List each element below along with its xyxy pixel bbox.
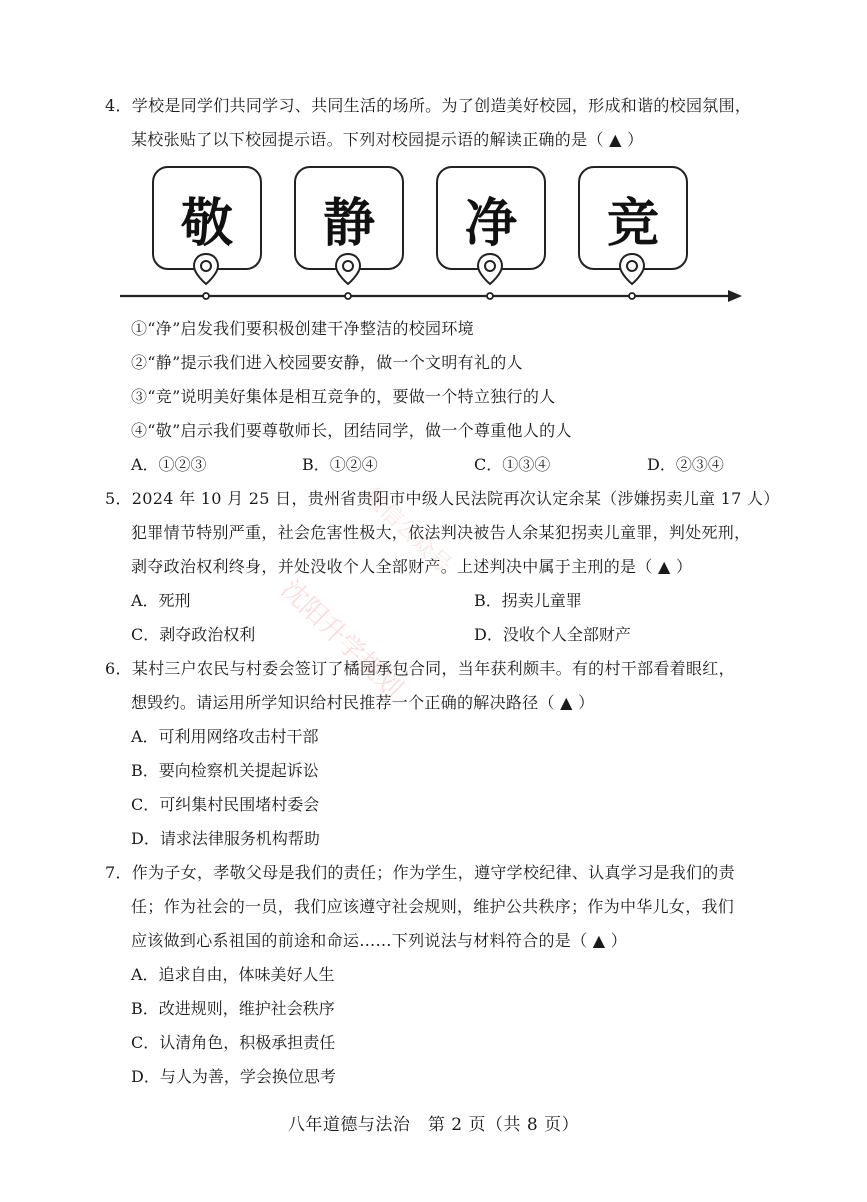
card-clean-char: 净 bbox=[464, 193, 517, 254]
watermark-secondary: 微信公众号 bbox=[359, 483, 456, 579]
q4-option-c: C．①③④ bbox=[474, 455, 551, 474]
q6-stem-line-2: 想毁约。请运用所学知识给村民推荐一个正确的解决路径（ ▲ ） bbox=[131, 693, 595, 712]
q4-statement-4: ④“敬”启示我们要尊敬师长，团结同学，做一个尊重他人的人 bbox=[131, 421, 572, 440]
q6-option-a: A．可利用网络攻击村干部 bbox=[131, 727, 319, 746]
q4-option-a: A．①②③ bbox=[131, 455, 207, 474]
q6-option-c: C．可纠集村民围堵村委会 bbox=[131, 795, 320, 814]
q5-stem-line-2: 犯罪情节特别严重，社会危害性极大，依法判决被告人余某犯拐卖儿童罪，判处死刑， bbox=[131, 523, 751, 542]
location-pin-icon bbox=[192, 252, 220, 300]
q5-option-d: D．没收个人全部财产 bbox=[474, 625, 631, 644]
q7-option-b: B．改进规则，维护社会秩序 bbox=[131, 999, 335, 1018]
card-respect-char: 敬 bbox=[180, 193, 233, 254]
timeline-arrow bbox=[0, 285, 867, 305]
q4-statement-2: ②“静”提示我们进入校园要安静，做一个文明有礼的人 bbox=[131, 353, 523, 372]
q7-option-a: A．追求自由，体味美好人生 bbox=[131, 965, 335, 984]
q5-option-a: A．死刑 bbox=[131, 591, 191, 610]
card-compete-char: 竞 bbox=[606, 193, 659, 254]
q6-option-b: B．要向检察机关提起诉讼 bbox=[131, 761, 319, 780]
q6-stem-line-1: 6．某村三户农民与村委会签订了橘园承包合同，当年获利颇丰。有的村干部看着眼红， bbox=[105, 659, 735, 678]
q7-option-c: C．认清角色，积极承担责任 bbox=[131, 1033, 336, 1052]
q4-option-b: B．①②④ bbox=[302, 455, 378, 474]
q4-option-d: D．②③④ bbox=[647, 455, 724, 474]
location-pin-icon bbox=[476, 252, 504, 300]
q5-option-b: B．拐卖儿童罪 bbox=[474, 591, 582, 610]
card-quiet-char: 静 bbox=[322, 193, 375, 254]
q6-option-d: D．请求法律服务机构帮助 bbox=[131, 829, 320, 848]
q7-option-d: D．与人为善，学会换位思考 bbox=[131, 1067, 336, 1086]
q5-stem-line-3: 剥夺政治权利终身，并处没收个人全部财产。上述判决中属于主刑的是（ ▲ ） bbox=[131, 557, 693, 576]
location-pin-icon bbox=[334, 252, 362, 300]
location-pin-icon bbox=[618, 252, 646, 300]
page-footer: 八年道德与法治 第 2 页（共 8 页） bbox=[287, 1115, 580, 1135]
q7-stem-line-3: 应该做到心系祖国的前途和命运……下列说法与材料符合的是（ ▲ ） bbox=[131, 931, 628, 950]
q5-stem-line-1: 5．2024 年 10 月 25 日，贵州省贵阳市中级人民法院再次认定余某（涉嫌拐卖儿童 17 人） bbox=[105, 489, 780, 508]
q4-statement-3: ③“竞”说明美好集体是相互竞争的，要做一个特立独行的人 bbox=[131, 387, 556, 406]
q4-stem-line-1: 4．学校是同学们共同学习、共同生活的场所。为了创造美好校园，形成和谐的校园氛围， bbox=[105, 96, 752, 115]
q7-stem-line-1: 7．作为子女，孝敬父母是我们的责任；作为学生，遵守学校纪律、认真学习是我们的责 bbox=[105, 863, 735, 882]
q5-option-c: C．剥夺政治权利 bbox=[131, 625, 256, 644]
q4-statement-1: ①“净”启发我们要积极创建干净整洁的校园环境 bbox=[131, 319, 474, 338]
watermark-primary: 沈阳升学规划 bbox=[274, 574, 409, 705]
q7-stem-line-2: 任；作为社会的一员，我们应该遵守社会规则，维护公共秩序；作为中华儿女，我们 bbox=[131, 897, 735, 916]
q4-stem-line-2: 某校张贴了以下校园提示语。下列对校园提示语的解读正确的是（ ▲ ） bbox=[131, 130, 644, 149]
